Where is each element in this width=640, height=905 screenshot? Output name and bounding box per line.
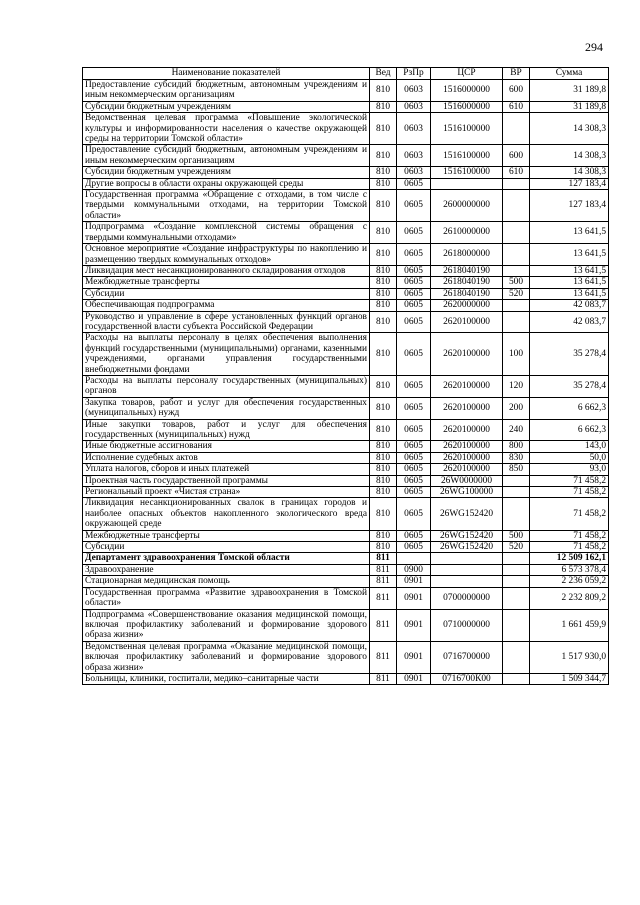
table-row (83, 452, 609, 463)
row-vr-cell (503, 190, 530, 222)
row-vr-cell (503, 564, 530, 575)
row-name-cell: Закупка товаров, работ и услуг для обеспечения государственных (муниципальных) нужд (83, 397, 370, 419)
row-csr-cell (431, 553, 503, 564)
row-rzpr-cell: 0901 (397, 673, 431, 684)
row-ved-cell: 810 (370, 530, 397, 541)
table-row (83, 80, 609, 102)
table-row (83, 167, 609, 178)
row-vr-cell (503, 576, 530, 587)
row-ved-cell: 810 (370, 145, 397, 167)
row-sum-cell: 50,0 (530, 452, 609, 463)
table-row (83, 542, 609, 553)
row-ved-cell: 810 (370, 277, 397, 288)
row-sum-cell: 12 509 162,1 (530, 553, 609, 564)
table-row (83, 311, 609, 333)
row-ved-cell: 810 (370, 375, 397, 397)
page-number: 294 (585, 40, 603, 54)
row-csr-cell: 2618040190 (431, 277, 503, 288)
row-sum-cell: 2 236 059,2 (530, 576, 609, 587)
row-csr-cell: 2618040190 (431, 288, 503, 299)
row-sum-cell: 13 641,5 (530, 244, 609, 266)
table-row (83, 576, 609, 587)
row-csr-cell: 26WG152420 (431, 498, 503, 530)
row-vr-cell (503, 641, 530, 673)
row-rzpr-cell: 0605 (397, 288, 431, 299)
header-ved: Вед (370, 68, 397, 80)
row-rzpr-cell: 0605 (397, 441, 431, 452)
table-row (83, 397, 609, 419)
row-rzpr-cell (397, 553, 431, 564)
row-vr-cell (503, 609, 530, 641)
row-csr-cell: 2618000000 (431, 244, 503, 266)
row-csr-cell (431, 178, 503, 189)
table-row (83, 277, 609, 288)
row-name-cell: Иные бюджетные ассигнования (83, 441, 370, 452)
row-rzpr-cell: 0605 (397, 475, 431, 486)
row-csr-cell: 2620100000 (431, 441, 503, 452)
row-rzpr-cell: 0605 (397, 530, 431, 541)
row-name-cell: Государственная программа «Развитие здравоохранения в Томской области» (83, 587, 370, 609)
row-rzpr-cell: 0605 (397, 333, 431, 376)
row-name-cell: Проектная часть государственной программы (83, 475, 370, 486)
row-vr-cell: 610 (503, 101, 530, 112)
row-name-cell: Субсидии (83, 288, 370, 299)
row-rzpr-cell: 0603 (397, 101, 431, 112)
table-row (83, 178, 609, 189)
table-row (83, 673, 609, 684)
row-ved-cell: 810 (370, 452, 397, 463)
row-sum-cell: 13 641,5 (530, 288, 609, 299)
header-sum: Сумма (530, 68, 609, 80)
row-name-cell: Ведомственная целевая программа «Повышение экологической культуры и информированности населения о качестве окружающей среды на территории Томской области» (83, 113, 370, 145)
row-vr-cell (503, 587, 530, 609)
row-csr-cell: 26WG152420 (431, 542, 503, 553)
row-vr-cell: 610 (503, 167, 530, 178)
row-name-cell: Государственная программа «Обращение с отходами, в том числе с твердыми коммунальными отходами, на территории Томской области» (83, 190, 370, 222)
row-rzpr-cell: 0603 (397, 167, 431, 178)
row-vr-cell (503, 673, 530, 684)
row-vr-cell: 830 (503, 452, 530, 463)
row-sum-cell: 71 458,2 (530, 487, 609, 498)
row-ved-cell: 810 (370, 178, 397, 189)
table-row (83, 222, 609, 244)
row-rzpr-cell: 0605 (397, 190, 431, 222)
row-ved-cell: 810 (370, 311, 397, 333)
row-vr-cell: 240 (503, 419, 530, 441)
row-name-cell: Межбюджетные трансферты (83, 277, 370, 288)
row-vr-cell: 520 (503, 288, 530, 299)
table-row (83, 333, 609, 376)
row-csr-cell: 0716700К00 (431, 673, 503, 684)
row-csr-cell: 2620100000 (431, 464, 503, 475)
row-ved-cell: 810 (370, 542, 397, 553)
row-csr-cell (431, 564, 503, 575)
row-sum-cell: 42 083,7 (530, 300, 609, 311)
row-csr-cell: 0710000000 (431, 609, 503, 641)
row-name-cell: Другие вопросы в области охраны окружающей среды (83, 178, 370, 189)
row-rzpr-cell: 0605 (397, 300, 431, 311)
row-rzpr-cell: 0605 (397, 244, 431, 266)
row-name-cell: Региональный проект «Чистая страна» (83, 487, 370, 498)
table-header-row (83, 68, 609, 80)
header-vr: ВР (503, 68, 530, 80)
row-name-cell: Уплата налогов, сборов и иных платежей (83, 464, 370, 475)
row-vr-cell (503, 244, 530, 266)
row-csr-cell: 0716700000 (431, 641, 503, 673)
row-ved-cell: 811 (370, 564, 397, 575)
row-csr-cell: 1516000000 (431, 101, 503, 112)
row-sum-cell: 71 458,2 (530, 475, 609, 486)
row-name-cell: Межбюджетные трансферты (83, 530, 370, 541)
row-rzpr-cell: 0605 (397, 498, 431, 530)
header-rzpr: РзПр (397, 68, 431, 80)
row-name-cell: Подпрограмма «Совершенствование оказания медицинской помощи, включая профилактику заболеваний и формирование здорового образа жизни» (83, 609, 370, 641)
row-csr-cell: 2620000000 (431, 300, 503, 311)
row-csr-cell: 1516100000 (431, 145, 503, 167)
row-csr-cell: 1516000000 (431, 80, 503, 102)
row-rzpr-cell: 0605 (397, 265, 431, 276)
row-name-cell: Подпрограмма «Создание комплексной системы обращения с твердыми коммунальными отходами» (83, 222, 370, 244)
row-name-cell: Здравоохранение (83, 564, 370, 575)
row-ved-cell: 811 (370, 587, 397, 609)
row-csr-cell (431, 576, 503, 587)
header-name: Наименование показателей (83, 68, 370, 80)
row-rzpr-cell: 0605 (397, 375, 431, 397)
row-rzpr-cell: 0603 (397, 80, 431, 102)
row-sum-cell: 2 232 809,2 (530, 587, 609, 609)
row-name-cell: Руководство и управление в сфере установленных функций органов государственной власти субъекта Российской Федерации (83, 311, 370, 333)
row-vr-cell: 200 (503, 397, 530, 419)
table-row (83, 498, 609, 530)
table-row (83, 564, 609, 575)
row-vr-cell (503, 300, 530, 311)
row-vr-cell (503, 222, 530, 244)
row-sum-cell: 31 189,8 (530, 101, 609, 112)
row-vr-cell: 600 (503, 80, 530, 102)
row-vr-cell (503, 113, 530, 145)
row-sum-cell: 93,0 (530, 464, 609, 475)
row-csr-cell: 2620100000 (431, 375, 503, 397)
row-csr-cell: 2610000000 (431, 222, 503, 244)
row-csr-cell: 26WG100000 (431, 487, 503, 498)
table-body (83, 80, 609, 685)
row-csr-cell: 2620100000 (431, 452, 503, 463)
table-row (83, 464, 609, 475)
row-ved-cell: 810 (370, 113, 397, 145)
row-sum-cell: 35 278,4 (530, 375, 609, 397)
table-row (83, 441, 609, 452)
row-sum-cell: 35 278,4 (530, 333, 609, 376)
table-row (83, 244, 609, 266)
row-sum-cell: 31 189,8 (530, 80, 609, 102)
row-rzpr-cell: 0901 (397, 641, 431, 673)
row-sum-cell: 71 458,2 (530, 498, 609, 530)
row-sum-cell: 14 308,3 (530, 113, 609, 145)
row-sum-cell: 1 509 344,7 (530, 673, 609, 684)
row-name-cell: Обеспечивающая подпрограмма (83, 300, 370, 311)
row-ved-cell: 810 (370, 101, 397, 112)
table-row (83, 553, 609, 564)
row-ved-cell: 810 (370, 222, 397, 244)
row-csr-cell: 26WG152420 (431, 530, 503, 541)
row-vr-cell (503, 265, 530, 276)
row-sum-cell: 6 662,3 (530, 419, 609, 441)
row-vr-cell: 850 (503, 464, 530, 475)
row-rzpr-cell: 0603 (397, 145, 431, 167)
row-ved-cell: 810 (370, 419, 397, 441)
row-vr-cell (503, 553, 530, 564)
row-rzpr-cell: 0901 (397, 576, 431, 587)
row-sum-cell: 127 183,4 (530, 178, 609, 189)
row-ved-cell: 810 (370, 190, 397, 222)
row-vr-cell: 500 (503, 530, 530, 541)
row-ved-cell: 811 (370, 609, 397, 641)
row-rzpr-cell: 0603 (397, 113, 431, 145)
row-sum-cell: 14 308,3 (530, 167, 609, 178)
row-sum-cell: 6 573 378,4 (530, 564, 609, 575)
table-row (83, 419, 609, 441)
header-csr: ЦСР (431, 68, 503, 80)
row-ved-cell: 811 (370, 576, 397, 587)
row-rzpr-cell: 0605 (397, 311, 431, 333)
table-row (83, 265, 609, 276)
row-sum-cell: 1 517 930,0 (530, 641, 609, 673)
row-csr-cell: 2618040190 (431, 265, 503, 276)
row-name-cell: Ликвидация несанкционированных свалок в границах городов и наиболее опасных объектов накопленного экологического вреда окружающей среде (83, 498, 370, 530)
table-row (83, 113, 609, 145)
row-sum-cell: 71 458,2 (530, 530, 609, 541)
row-vr-cell (503, 311, 530, 333)
row-rzpr-cell: 0605 (397, 419, 431, 441)
row-ved-cell: 810 (370, 487, 397, 498)
row-vr-cell (503, 487, 530, 498)
table-row (83, 375, 609, 397)
row-vr-cell: 600 (503, 145, 530, 167)
table-row (83, 145, 609, 167)
row-rzpr-cell: 0605 (397, 397, 431, 419)
row-ved-cell: 810 (370, 333, 397, 376)
row-ved-cell: 810 (370, 167, 397, 178)
row-name-cell: Расходы на выплаты персоналу в целях обеспечения выполнения функций государственными (муниципальными) органами, казенными учреждениями, органами управления государственными внебюджетными фондами (83, 333, 370, 376)
row-sum-cell: 1 661 459,9 (530, 609, 609, 641)
table-row (83, 101, 609, 112)
row-csr-cell: 2600000000 (431, 190, 503, 222)
row-name-cell: Субсидии бюджетным учреждениям (83, 101, 370, 112)
row-ved-cell: 811 (370, 673, 397, 684)
row-name-cell: Иные закупки товаров, работ и услуг для обеспечения государственных (муниципальных) нужд (83, 419, 370, 441)
row-rzpr-cell: 0605 (397, 464, 431, 475)
row-vr-cell (503, 475, 530, 486)
row-sum-cell: 143,0 (530, 441, 609, 452)
row-ved-cell: 810 (370, 397, 397, 419)
table-row (83, 530, 609, 541)
row-csr-cell: 0700000000 (431, 587, 503, 609)
table-row (83, 641, 609, 673)
row-vr-cell: 520 (503, 542, 530, 553)
row-name-cell: Предоставление субсидий бюджетным, автономным учреждениям и иным некоммерческим организациям (83, 145, 370, 167)
row-rzpr-cell: 0901 (397, 609, 431, 641)
row-sum-cell: 127 183,4 (530, 190, 609, 222)
row-vr-cell: 100 (503, 333, 530, 376)
row-name-cell: Ликвидация мест несанкционированного складирования отходов (83, 265, 370, 276)
row-ved-cell: 811 (370, 641, 397, 673)
row-ved-cell: 810 (370, 475, 397, 486)
table-row (83, 288, 609, 299)
row-name-cell: Исполнение судебных актов (83, 452, 370, 463)
row-name-cell: Больницы, клиники, госпитали, медико–санитарные части (83, 673, 370, 684)
row-sum-cell: 71 458,2 (530, 542, 609, 553)
row-name-cell: Стационарная медицинская помощь (83, 576, 370, 587)
row-ved-cell: 810 (370, 498, 397, 530)
row-csr-cell: 2620100000 (431, 333, 503, 376)
row-sum-cell: 14 308,3 (530, 145, 609, 167)
table-row (83, 475, 609, 486)
row-csr-cell: 2620100000 (431, 311, 503, 333)
row-rzpr-cell: 0605 (397, 222, 431, 244)
row-rzpr-cell: 0605 (397, 277, 431, 288)
row-vr-cell (503, 178, 530, 189)
table-row (83, 609, 609, 641)
row-rzpr-cell: 0605 (397, 542, 431, 553)
table-row (83, 487, 609, 498)
row-name-cell: Ведомственная целевая программа «Оказание медицинской помощи, включая профилактику заболеваний и формирование здорового образа жизни» (83, 641, 370, 673)
row-ved-cell: 811 (370, 553, 397, 564)
row-name-cell: Субсидии (83, 542, 370, 553)
row-rzpr-cell: 0605 (397, 178, 431, 189)
row-name-cell: Предоставление субсидий бюджетным, автономным учреждениям и иным некоммерческим организациям (83, 80, 370, 102)
row-name-cell: Основное мероприятие «Создание инфраструктуры по накоплению и размещению твердых коммунальных отходов» (83, 244, 370, 266)
table-row (83, 587, 609, 609)
table-row (83, 190, 609, 222)
row-sum-cell: 42 083,7 (530, 311, 609, 333)
row-vr-cell (503, 498, 530, 530)
row-csr-cell: 1516100000 (431, 167, 503, 178)
row-vr-cell: 120 (503, 375, 530, 397)
row-sum-cell: 6 662,3 (530, 397, 609, 419)
row-ved-cell: 810 (370, 288, 397, 299)
row-rzpr-cell: 0605 (397, 452, 431, 463)
row-ved-cell: 810 (370, 244, 397, 266)
row-vr-cell: 800 (503, 441, 530, 452)
table-row (83, 300, 609, 311)
row-csr-cell: 2620100000 (431, 419, 503, 441)
row-ved-cell: 810 (370, 80, 397, 102)
budget-table (82, 67, 609, 685)
row-name-cell: Расходы на выплаты персоналу государственных (муниципальных) органов (83, 375, 370, 397)
row-sum-cell: 13 641,5 (530, 222, 609, 244)
row-csr-cell: 26W0000000 (431, 475, 503, 486)
row-ved-cell: 810 (370, 464, 397, 475)
row-name-cell: Субсидии бюджетным учреждениям (83, 167, 370, 178)
row-csr-cell: 1516100000 (431, 113, 503, 145)
row-vr-cell: 500 (503, 277, 530, 288)
row-ved-cell: 810 (370, 441, 397, 452)
row-sum-cell: 13 641,5 (530, 277, 609, 288)
row-rzpr-cell: 0901 (397, 587, 431, 609)
row-rzpr-cell: 0900 (397, 564, 431, 575)
row-name-cell: Департамент здравоохранения Томской области (83, 553, 370, 564)
row-rzpr-cell: 0605 (397, 487, 431, 498)
row-ved-cell: 810 (370, 300, 397, 311)
row-ved-cell: 810 (370, 265, 397, 276)
row-csr-cell: 2620100000 (431, 397, 503, 419)
row-sum-cell: 13 641,5 (530, 265, 609, 276)
